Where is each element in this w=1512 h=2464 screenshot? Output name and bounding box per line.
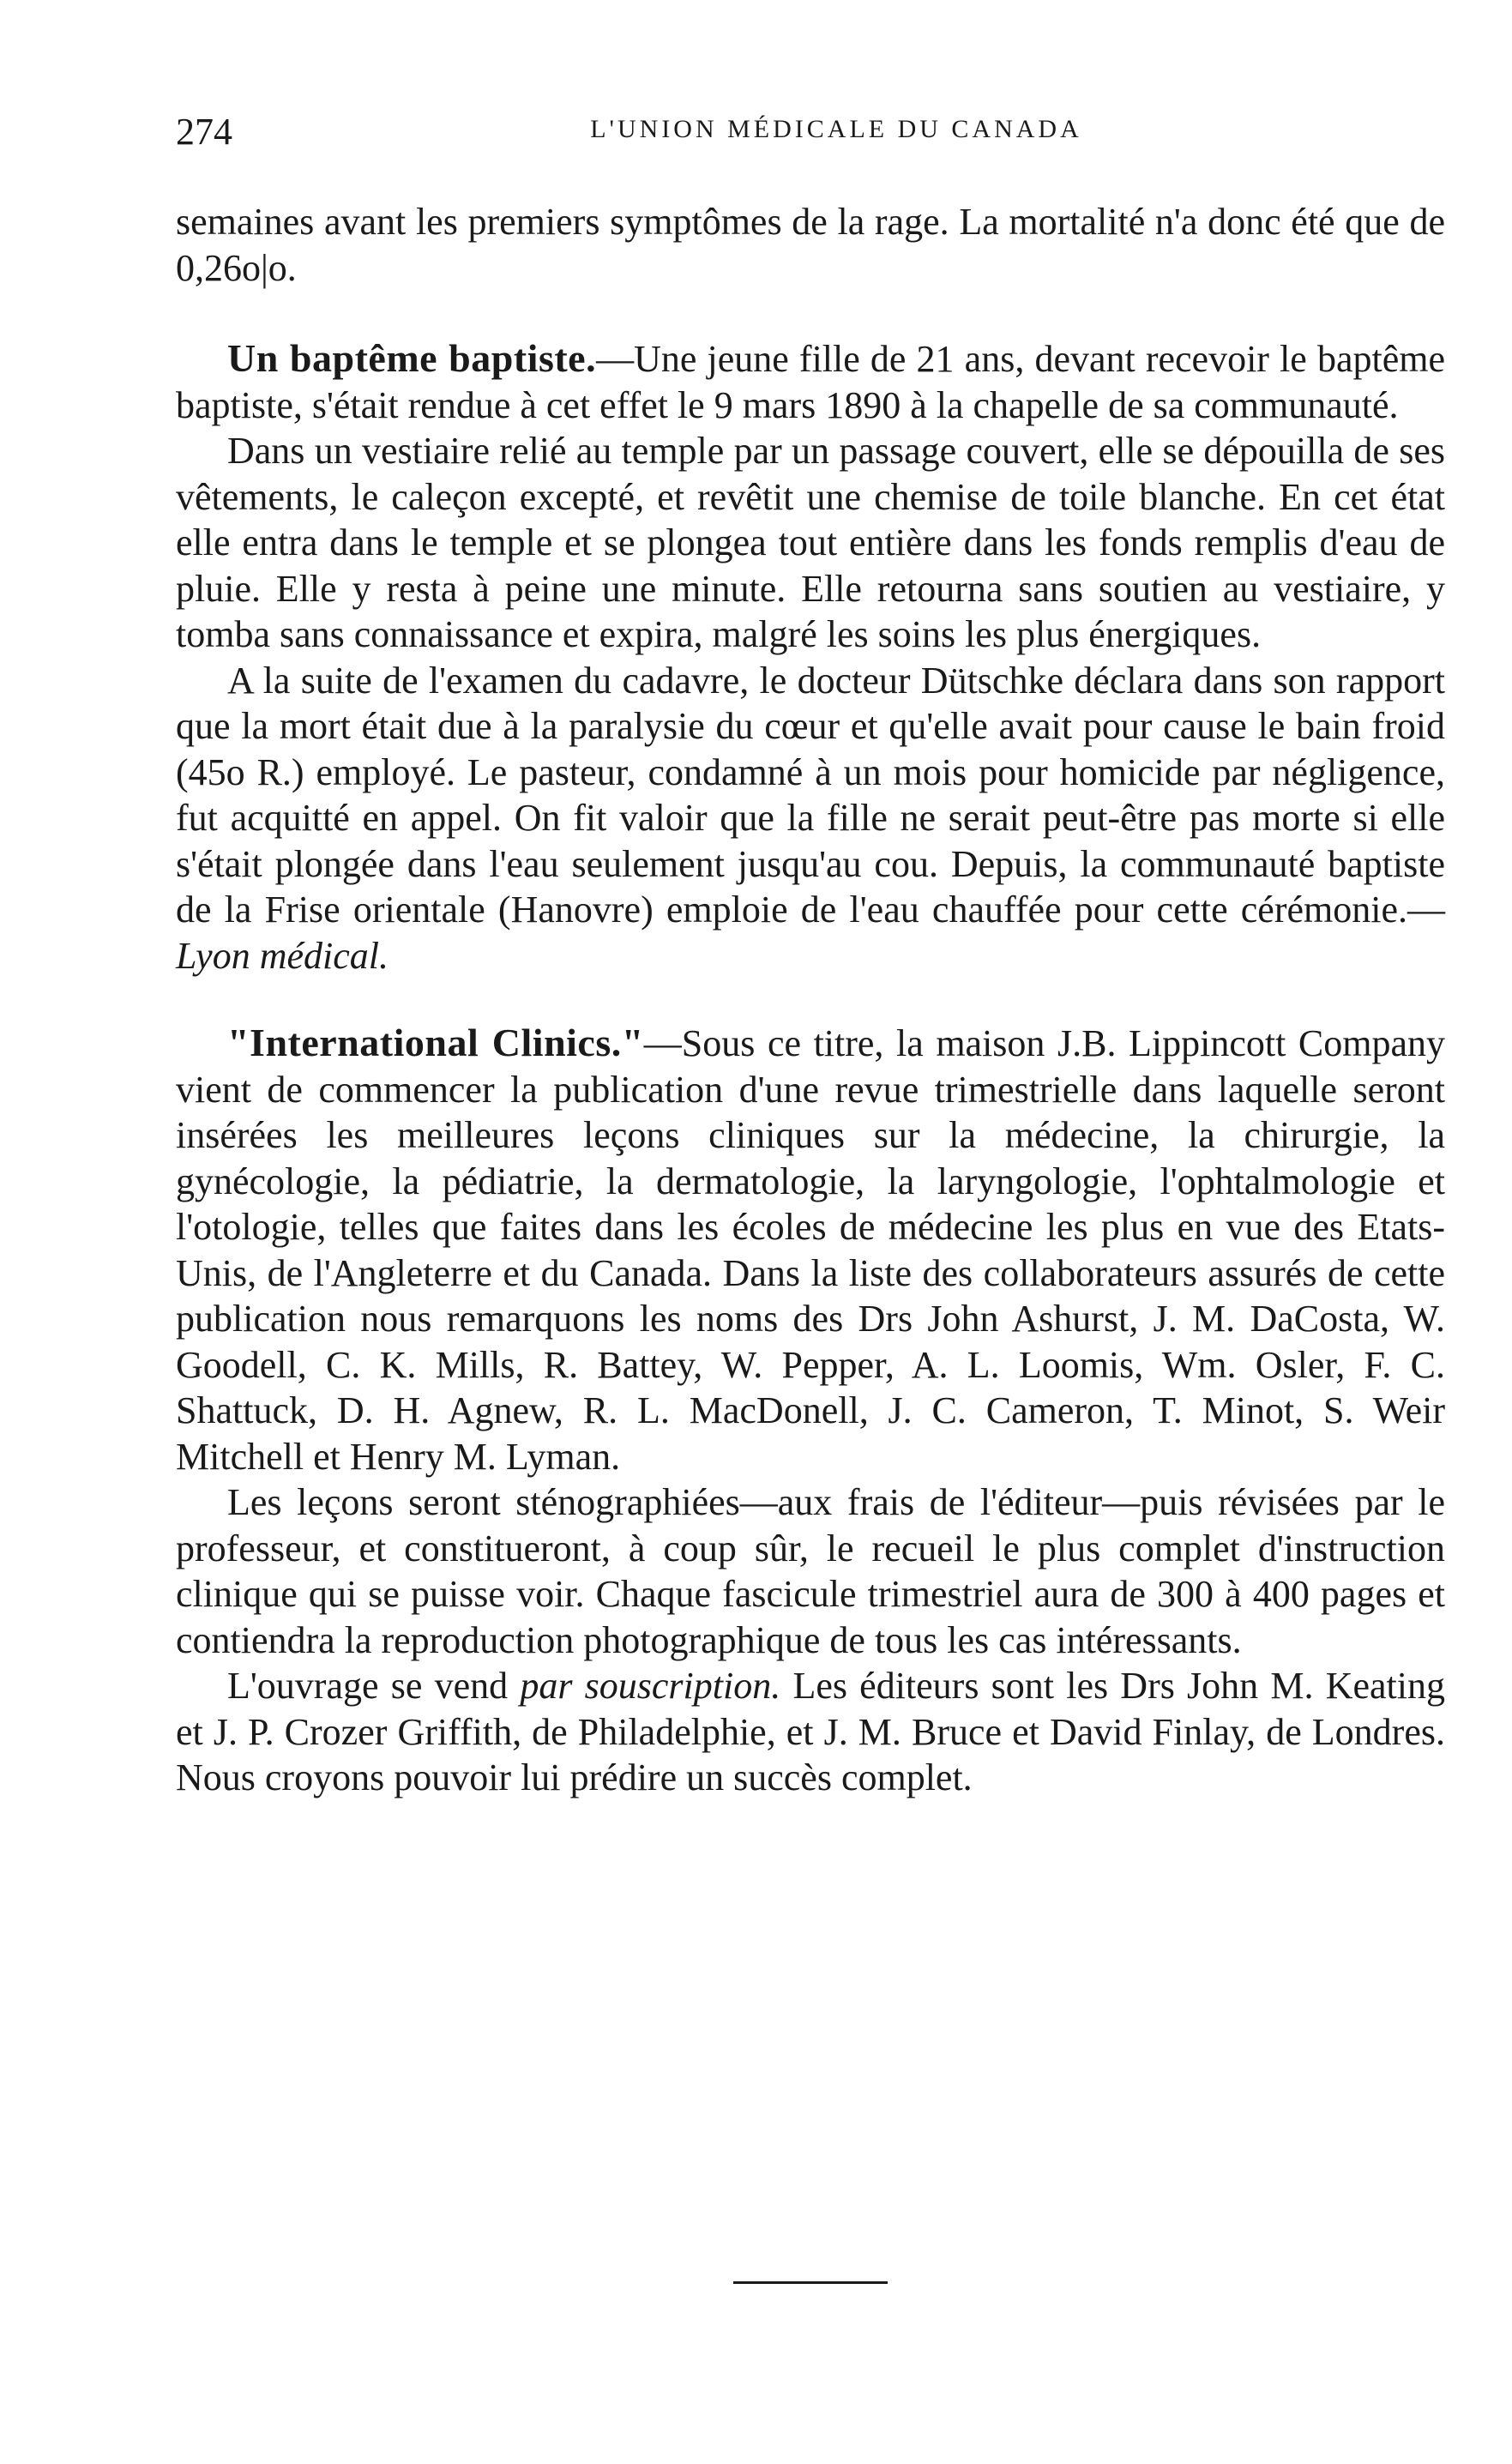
article-2-text-1: —Sous ce titre, la maison J.B. Lippincott Company vient de commencer la publication d'une revue trimestrielle dans laquelle seront insérées les meilleures leçons cliniques sur la médecine, la chirurgie, la gynécologie, la pédiatrie, la dermatologie, la laryngologie, l'ophtalmologie et l'otologie, telles que faites dans les écoles de médecine les plus en vue des Etats-Unis, de l'Angleterre et du Canada. Dans la liste des collaborateurs assurés de cette publication nous remarquons les noms des Drs John Ashurst, J. M. DaCosta, W. Goodell, C. K. Mills, R. Battey, W. Pepper, A. L. Loomis, Wm. Osler, F. C. Shattuck, D. H. Agnew, R. L. MacDonell, J. C. Cameron, T. Minot, S. Weir Mitchell et Henry M. Lyman. xyxy=(176,1022,1445,1478)
article-2-text-3b: Les éditeurs sont les Drs John M. Keating et J. P. Crozer Griffith, de Philadelphie, et J. M. Bruce et David Finlay, de Londres. Nous croyons pouvoir lui prédire un succès complet. xyxy=(176,1665,1445,1798)
intro-paragraph: semaines avant les premiers symptômes de la rage. La mortalité n'a donc été que de 0,26o|o. xyxy=(176,201,1445,289)
article-2-heading: "International Clinics." xyxy=(227,1021,644,1064)
article-1-heading: Un baptême baptiste. xyxy=(227,336,597,380)
article-1-text-3: A la suite de l'examen du cadavre, le docteur Dütschke déclara dans son rapport que la mort était due à la paralysie du cœur et qu'elle avait pour cause le bain froid (45o R.) employé. Le pasteur, condamné à un mois pour homicide par négligence, fut acquitté en appel. On fit valoir que la fille ne serait peut-être pas morte si elle s'était plongée dans l'eau seulement jusqu'au cou. Depuis, la communauté baptiste de la Frise orientale (Hanovre) emploie de l'eau chauffée pour cette cérémonie.— xyxy=(176,659,1445,931)
page-header xyxy=(176,110,1445,161)
end-rule xyxy=(733,2281,888,2284)
article-1-text-1: —Une jeune fille de 21 ans, devant recevoir le baptême baptiste, s'était rendue à cet effet le 9 mars 1890 à la chapelle de sa communauté. xyxy=(176,338,1445,426)
article-1-paragraph-2: Dans un vestiaire relié au temple par un passage couvert, elle se dépouilla de ses vêtements, le caleçon excepté, et revêtit une chemise de toile blanche. En cet état elle entra dans le temple et se plongea tout entière dans les fonds remplis d'eau de pluie. Elle y resta à peine une minute. Elle retourna sans soutien au vestiaire, y tomba sans connaissance et expira, malgré les soins les plus énergiques. xyxy=(176,430,1445,655)
page-body xyxy=(176,199,1445,1801)
article-2-paragraph-2: Les leçons seront sténographiées—aux frais de l'éditeur—puis révisées par le professeur, et constitueront, à coup sûr, le recueil le plus complet d'instruction clinique qui se puisse voir. Chaque fascicule trimestriel aura de 300 à 400 pages et contiendra la reproduction photographique de tous les cas intéressants. xyxy=(176,1481,1445,1661)
article-2-paragraph-1 xyxy=(176,1020,1445,1479)
article-1-source: Lyon médical. xyxy=(176,934,389,977)
article-2-paragraph-3 xyxy=(176,1663,1445,1801)
running-head: L'UNION MÉDICALE DU CANADA xyxy=(590,115,1082,143)
article-2-text-3a: L'ouvrage se vend xyxy=(227,1665,521,1707)
article-1-paragraph-1 xyxy=(176,335,1445,428)
article-1-paragraph-3 xyxy=(176,658,1445,979)
article-2-text-3-italic: par souscription. xyxy=(520,1665,781,1707)
page-number: 274 xyxy=(176,111,232,153)
